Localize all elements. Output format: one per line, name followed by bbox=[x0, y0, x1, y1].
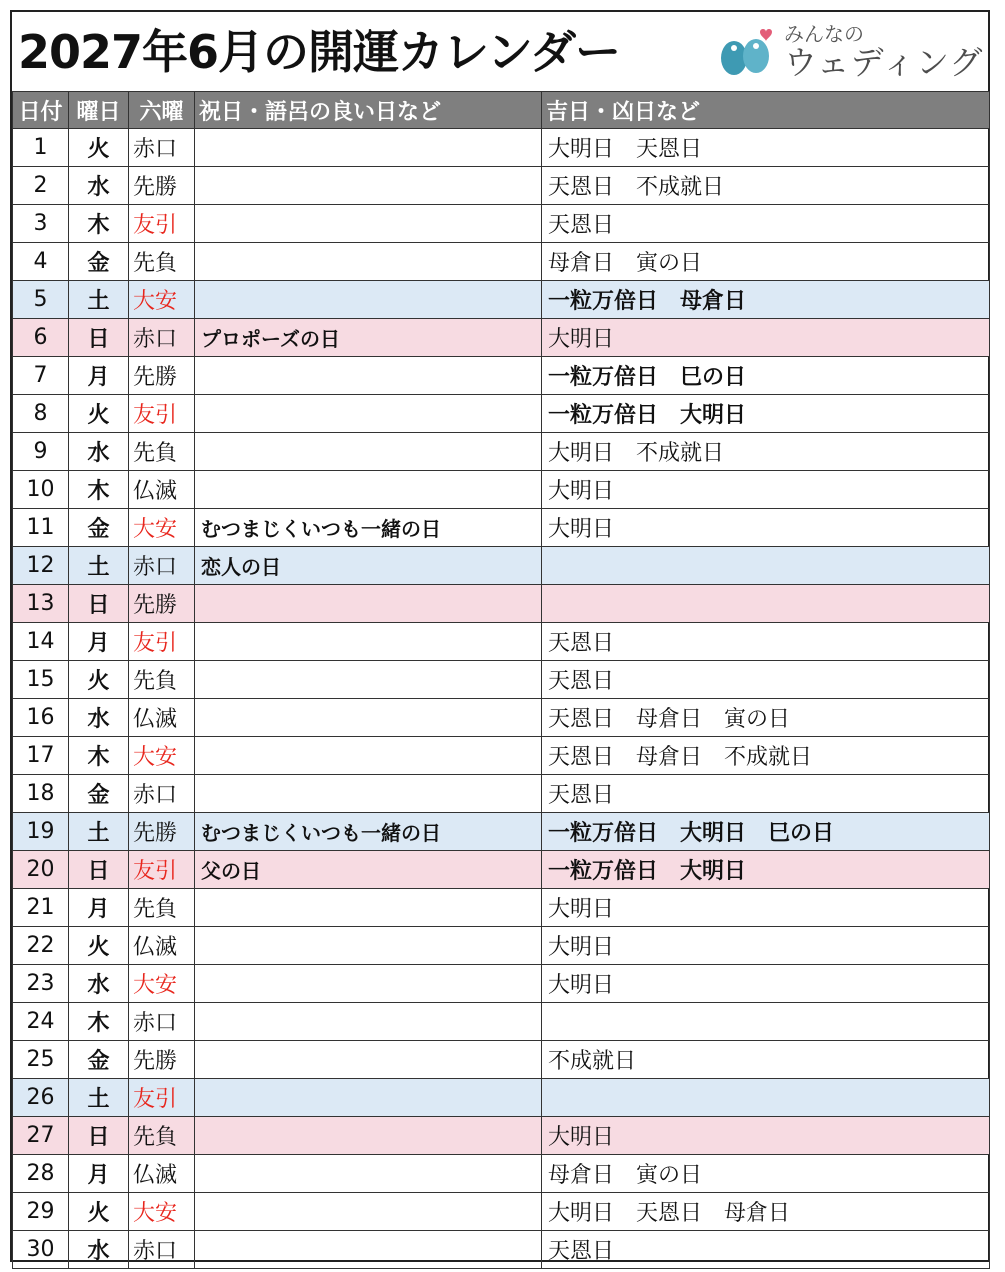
luck-cell: 天恩日 bbox=[542, 623, 990, 661]
table-row bbox=[13, 1155, 990, 1193]
day-cell: 24 bbox=[13, 1003, 69, 1041]
rokuyo-cell: 仏滅 bbox=[129, 927, 195, 965]
calendar-frame bbox=[10, 10, 990, 1262]
holiday-cell: むつまじくいつも一緒の日 bbox=[195, 813, 542, 851]
holiday-cell bbox=[195, 1117, 542, 1155]
day-cell: 13 bbox=[13, 585, 69, 623]
weekday-cell: 日 bbox=[69, 319, 129, 357]
holiday-cell bbox=[195, 205, 542, 243]
luck-cell: 天恩日 bbox=[542, 775, 990, 813]
day-cell: 19 bbox=[13, 813, 69, 851]
header-luck: 吉日・凶日など bbox=[542, 92, 990, 129]
luck-cell: 母倉日 寅の日 bbox=[542, 1155, 990, 1193]
holiday-cell bbox=[195, 927, 542, 965]
rokuyo-cell: 友引 bbox=[129, 395, 195, 433]
rokuyo-cell: 先負 bbox=[129, 243, 195, 281]
luck-cell: 大明日 天恩日 bbox=[542, 129, 990, 167]
luck-cell bbox=[542, 1079, 990, 1117]
weekday-cell: 火 bbox=[69, 927, 129, 965]
luck-cell bbox=[542, 585, 990, 623]
luck-cell: 大明日 不成就日 bbox=[542, 433, 990, 471]
weekday-cell: 火 bbox=[69, 395, 129, 433]
weekday-cell: 水 bbox=[69, 965, 129, 1003]
rokuyo-cell: 赤口 bbox=[129, 1003, 195, 1041]
logo-subtext: みんなの bbox=[784, 22, 864, 46]
table-row bbox=[13, 813, 990, 851]
table-row bbox=[13, 1193, 990, 1231]
table-row bbox=[13, 547, 990, 585]
holiday-cell bbox=[195, 1193, 542, 1231]
rokuyo-cell: 友引 bbox=[129, 205, 195, 243]
table-row bbox=[13, 433, 990, 471]
brand-logo bbox=[716, 22, 984, 82]
rokuyo-cell: 赤口 bbox=[129, 129, 195, 167]
holiday-cell bbox=[195, 889, 542, 927]
day-cell: 2 bbox=[13, 167, 69, 205]
table-row bbox=[13, 395, 990, 433]
calendar-table bbox=[12, 91, 990, 1269]
rokuyo-cell: 友引 bbox=[129, 851, 195, 889]
day-cell: 4 bbox=[13, 243, 69, 281]
rokuyo-cell: 先勝 bbox=[129, 585, 195, 623]
holiday-cell bbox=[195, 357, 542, 395]
luck-cell: 大明日 bbox=[542, 889, 990, 927]
table-row bbox=[13, 851, 990, 889]
table-row bbox=[13, 205, 990, 243]
holiday-cell bbox=[195, 965, 542, 1003]
table-row bbox=[13, 965, 990, 1003]
day-cell: 15 bbox=[13, 661, 69, 699]
day-cell: 16 bbox=[13, 699, 69, 737]
weekday-cell: 金 bbox=[69, 775, 129, 813]
holiday-cell: むつまじくいつも一緒の日 bbox=[195, 509, 542, 547]
weekday-cell: 日 bbox=[69, 851, 129, 889]
table-row bbox=[13, 319, 990, 357]
weekday-cell: 火 bbox=[69, 129, 129, 167]
luck-cell: 天恩日 母倉日 不成就日 bbox=[542, 737, 990, 775]
weekday-cell: 水 bbox=[69, 433, 129, 471]
table-row bbox=[13, 1117, 990, 1155]
table-row bbox=[13, 775, 990, 813]
holiday-cell bbox=[195, 737, 542, 775]
holiday-cell bbox=[195, 395, 542, 433]
day-cell: 25 bbox=[13, 1041, 69, 1079]
day-cell: 18 bbox=[13, 775, 69, 813]
table-row bbox=[13, 357, 990, 395]
luck-cell: 天恩日 bbox=[542, 205, 990, 243]
weekday-cell: 金 bbox=[69, 243, 129, 281]
weekday-cell: 月 bbox=[69, 357, 129, 395]
luck-cell: 不成就日 bbox=[542, 1041, 990, 1079]
day-cell: 3 bbox=[13, 205, 69, 243]
day-cell: 1 bbox=[13, 129, 69, 167]
rokuyo-cell: 先勝 bbox=[129, 813, 195, 851]
luck-cell: 天恩日 不成就日 bbox=[542, 167, 990, 205]
holiday-cell bbox=[195, 1079, 542, 1117]
weekday-cell: 木 bbox=[69, 1003, 129, 1041]
rokuyo-cell: 先負 bbox=[129, 661, 195, 699]
holiday-cell bbox=[195, 699, 542, 737]
bird-logo-icon bbox=[716, 26, 774, 80]
holiday-cell bbox=[195, 1003, 542, 1041]
luck-cell: 天恩日 bbox=[542, 1231, 990, 1269]
header-holiday: 祝日・語呂の良い日など bbox=[195, 92, 542, 129]
day-cell: 11 bbox=[13, 509, 69, 547]
weekday-cell: 火 bbox=[69, 661, 129, 699]
rokuyo-cell: 大安 bbox=[129, 965, 195, 1003]
day-cell: 29 bbox=[13, 1193, 69, 1231]
luck-cell: 大明日 bbox=[542, 471, 990, 509]
weekday-cell: 土 bbox=[69, 281, 129, 319]
luck-cell: 一粒万倍日 大明日 巳の日 bbox=[542, 813, 990, 851]
luck-cell: 母倉日 寅の日 bbox=[542, 243, 990, 281]
day-cell: 28 bbox=[13, 1155, 69, 1193]
table-row bbox=[13, 585, 990, 623]
holiday-cell bbox=[195, 243, 542, 281]
luck-cell: 大明日 bbox=[542, 319, 990, 357]
table-row bbox=[13, 167, 990, 205]
luck-cell: 大明日 bbox=[542, 1117, 990, 1155]
weekday-cell: 火 bbox=[69, 1193, 129, 1231]
rokuyo-cell: 先勝 bbox=[129, 1041, 195, 1079]
rokuyo-cell: 先勝 bbox=[129, 357, 195, 395]
weekday-cell: 月 bbox=[69, 623, 129, 661]
day-cell: 22 bbox=[13, 927, 69, 965]
holiday-cell bbox=[195, 433, 542, 471]
rokuyo-cell: 赤口 bbox=[129, 775, 195, 813]
table-row bbox=[13, 623, 990, 661]
logo-wordmark: ウェディング bbox=[784, 43, 984, 82]
day-cell: 14 bbox=[13, 623, 69, 661]
rokuyo-cell: 先勝 bbox=[129, 167, 195, 205]
holiday-cell bbox=[195, 1155, 542, 1193]
holiday-cell: プロポーズの日 bbox=[195, 319, 542, 357]
day-cell: 12 bbox=[13, 547, 69, 585]
table-row bbox=[13, 1003, 990, 1041]
page-title: 2027年6月の開運カレンダー bbox=[18, 25, 621, 79]
holiday-cell bbox=[195, 167, 542, 205]
rokuyo-cell: 赤口 bbox=[129, 547, 195, 585]
luck-cell: 大明日 bbox=[542, 927, 990, 965]
luck-cell: 大明日 天恩日 母倉日 bbox=[542, 1193, 990, 1231]
table-row bbox=[13, 699, 990, 737]
table-row bbox=[13, 471, 990, 509]
weekday-cell: 土 bbox=[69, 813, 129, 851]
rokuyo-cell: 大安 bbox=[129, 281, 195, 319]
day-cell: 7 bbox=[13, 357, 69, 395]
day-cell: 27 bbox=[13, 1117, 69, 1155]
rokuyo-cell: 先負 bbox=[129, 433, 195, 471]
day-cell: 6 bbox=[13, 319, 69, 357]
luck-cell: 大明日 bbox=[542, 965, 990, 1003]
table-row bbox=[13, 1079, 990, 1117]
holiday-cell bbox=[195, 1041, 542, 1079]
day-cell: 17 bbox=[13, 737, 69, 775]
rokuyo-cell: 大安 bbox=[129, 737, 195, 775]
header-day: 日付 bbox=[13, 92, 69, 129]
rokuyo-cell: 大安 bbox=[129, 509, 195, 547]
table-row bbox=[13, 281, 990, 319]
weekday-cell: 水 bbox=[69, 167, 129, 205]
rokuyo-cell: 仏滅 bbox=[129, 699, 195, 737]
rokuyo-cell: 赤口 bbox=[129, 1231, 195, 1269]
day-cell: 9 bbox=[13, 433, 69, 471]
luck-cell: 一粒万倍日 大明日 bbox=[542, 851, 990, 889]
luck-cell: 一粒万倍日 母倉日 bbox=[542, 281, 990, 319]
day-cell: 23 bbox=[13, 965, 69, 1003]
luck-cell bbox=[542, 547, 990, 585]
header-weekday: 曜日 bbox=[69, 92, 129, 129]
weekday-cell: 金 bbox=[69, 1041, 129, 1079]
holiday-cell bbox=[195, 471, 542, 509]
holiday-cell: 恋人の日 bbox=[195, 547, 542, 585]
luck-cell: 一粒万倍日 巳の日 bbox=[542, 357, 990, 395]
table-row bbox=[13, 889, 990, 927]
day-cell: 10 bbox=[13, 471, 69, 509]
weekday-cell: 土 bbox=[69, 1079, 129, 1117]
table-row bbox=[13, 927, 990, 965]
rokuyo-cell: 友引 bbox=[129, 1079, 195, 1117]
weekday-cell: 日 bbox=[69, 585, 129, 623]
luck-cell: 大明日 bbox=[542, 509, 990, 547]
weekday-cell: 土 bbox=[69, 547, 129, 585]
holiday-cell bbox=[195, 129, 542, 167]
rokuyo-cell: 大安 bbox=[129, 1193, 195, 1231]
table-row bbox=[13, 243, 990, 281]
luck-cell bbox=[542, 1003, 990, 1041]
table-row bbox=[13, 1231, 990, 1269]
luck-cell: 天恩日 母倉日 寅の日 bbox=[542, 699, 990, 737]
weekday-cell: 木 bbox=[69, 471, 129, 509]
day-cell: 5 bbox=[13, 281, 69, 319]
luck-cell: 天恩日 bbox=[542, 661, 990, 699]
weekday-cell: 木 bbox=[69, 737, 129, 775]
rokuyo-cell: 友引 bbox=[129, 623, 195, 661]
weekday-cell: 木 bbox=[69, 205, 129, 243]
luck-cell: 一粒万倍日 大明日 bbox=[542, 395, 990, 433]
table-header-row bbox=[13, 92, 990, 129]
weekday-cell: 金 bbox=[69, 509, 129, 547]
weekday-cell: 水 bbox=[69, 699, 129, 737]
table-row bbox=[13, 661, 990, 699]
title-bar bbox=[12, 12, 988, 91]
holiday-cell: 父の日 bbox=[195, 851, 542, 889]
holiday-cell bbox=[195, 623, 542, 661]
table-row bbox=[13, 509, 990, 547]
header-rokuyo: 六曜 bbox=[129, 92, 195, 129]
rokuyo-cell: 先負 bbox=[129, 1117, 195, 1155]
day-cell: 8 bbox=[13, 395, 69, 433]
holiday-cell bbox=[195, 281, 542, 319]
rokuyo-cell: 仏滅 bbox=[129, 471, 195, 509]
day-cell: 21 bbox=[13, 889, 69, 927]
table-row bbox=[13, 1041, 990, 1079]
day-cell: 26 bbox=[13, 1079, 69, 1117]
table-row bbox=[13, 129, 990, 167]
rokuyo-cell: 仏滅 bbox=[129, 1155, 195, 1193]
rokuyo-cell: 先負 bbox=[129, 889, 195, 927]
day-cell: 30 bbox=[13, 1231, 69, 1269]
weekday-cell: 日 bbox=[69, 1117, 129, 1155]
holiday-cell bbox=[195, 585, 542, 623]
table-row bbox=[13, 737, 990, 775]
holiday-cell bbox=[195, 661, 542, 699]
day-cell: 20 bbox=[13, 851, 69, 889]
weekday-cell: 水 bbox=[69, 1231, 129, 1269]
rokuyo-cell: 赤口 bbox=[129, 319, 195, 357]
holiday-cell bbox=[195, 1231, 542, 1269]
holiday-cell bbox=[195, 775, 542, 813]
weekday-cell: 月 bbox=[69, 1155, 129, 1193]
weekday-cell: 月 bbox=[69, 889, 129, 927]
